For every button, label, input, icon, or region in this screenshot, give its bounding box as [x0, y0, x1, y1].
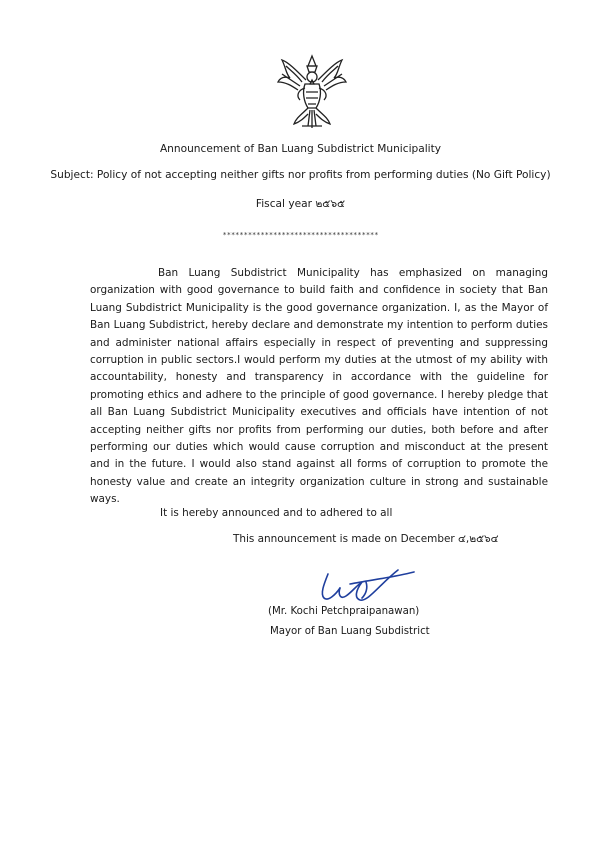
announcement-subject: Subject: Policy of not accepting neither gifts nor profits from performing duties (No Gift Policy) [50, 169, 551, 181]
signer-title: Mayor of Ban Luang Subdistrict [270, 626, 430, 637]
divider-line: ************************************* [222, 231, 379, 239]
garuda-emblem-icon [272, 52, 352, 132]
announcement-body [90, 265, 548, 509]
signer-name: (Mr. Kochi Petchpraipanawan) [268, 606, 420, 617]
announcement-date: This announcement is made on December ๔,๒๕๖๔ [233, 533, 499, 545]
fiscal-year: Fiscal year ๒๕๖๕ [255, 198, 346, 210]
closing-statement: It is hereby announced and to adhered to all [160, 507, 393, 519]
body-paragraph: Ban Luang Subdistrict Municipality has emphasized on managing organization with good governance to build faith and confidence in society that Ban Luang Subdistrict Municipality is the good governance organization. I, as the Mayor of Ban Luang Subdistrict, hereby declare and demonstrate my intention to perform duties and administer national affairs especially in respect of preventing and suppressing corruption in public sectors.I would perform my duties at the utmost of my ability with accountability, honesty and transparency in accordance with the guideline for promoting ethics and adhere to the principle of good governance. I hereby pledge that all Ban Luang Subdistrict Municipality executives and officials have intention of not accepting neither gifts nor profits from performing our duties, both before and after performing our duties which would cause corruption and misconduct at the present and in the future. I would also stand against all forms of corruption to promote the honesty value and create an integrity organization culture in strong and sustainable ways. [90, 267, 548, 506]
handwritten-signature-icon [310, 560, 420, 610]
announcement-title: Announcement of Ban Luang Subdistrict Municipality [159, 143, 442, 155]
